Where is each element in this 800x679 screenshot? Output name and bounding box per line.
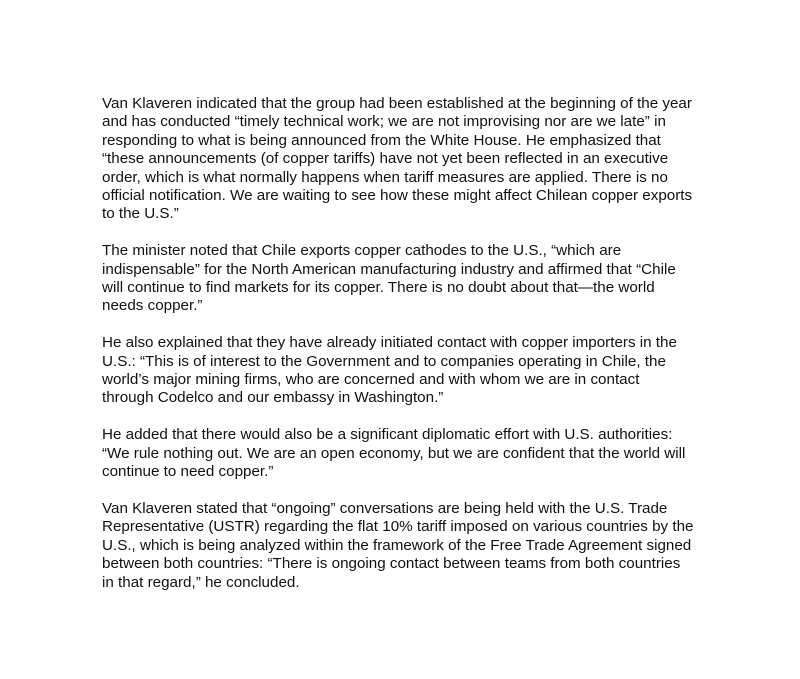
text-line: The minister noted that Chile exports copper cathodes to the U.S., “which are — [102, 242, 622, 260]
text-line: through Codelco and our embassy in Washington.” — [102, 389, 444, 407]
text-line: U.S., which is being analyzed within the framework of the Free Trade Agreement signed — [102, 536, 692, 554]
text-line: Representative (USTR) regarding the flat 10% tariff imposed on various countries by the — [102, 518, 694, 536]
text-line: Van Klaveren indicated that the group had been established at the beginning of the year — [102, 95, 692, 112]
text-line: and has conducted “timely technical work; we are not improvising nor are we late” in — [102, 113, 666, 131]
text-line: indispensable” for the North American manufacturing industry and affirmed that “Chile — [102, 260, 676, 278]
text-line: responding to what is being announced from the White House. He emphasized that — [102, 131, 661, 149]
paragraph-2 — [102, 242, 722, 316]
paragraph-5 — [102, 500, 722, 592]
text-line: world’s major mining firms, who are concerned and with whom we are in contact — [102, 371, 640, 389]
text-line: needs copper.” — [102, 297, 203, 315]
document-body — [102, 95, 722, 610]
paragraph-1 — [102, 95, 722, 224]
text-line: in that regard,” he concluded. — [102, 573, 300, 591]
text-line: order, which is what normally happens when tariff measures are applied. There is no — [102, 168, 668, 186]
text-line: Van Klaveren stated that “ongoing” conversations are being held with the U.S. Trade — [102, 499, 668, 517]
text-line: to the U.S.” — [102, 205, 179, 223]
paragraph-3 — [102, 334, 722, 408]
paragraph-4 — [102, 426, 722, 481]
text-line: continue to need copper.” — [102, 463, 274, 481]
text-line: “We rule nothing out. We are an open economy, but we are confident that the world will — [102, 444, 686, 462]
text-line: “these announcements (of copper tariffs) have not yet been reflected in an executive — [102, 150, 669, 168]
text-line: will continue to find markets for its copper. There is no doubt about that—the world — [102, 279, 655, 297]
text-line: He added that there would also be a significant diplomatic effort with U.S. authorities: — [102, 426, 673, 444]
text-line: U.S.: “This is of interest to the Government and to companies operating in Chile, the — [102, 352, 666, 370]
text-line: He also explained that they have already initiated contact with copper importers in the — [102, 334, 677, 352]
text-line: between both countries: “There is ongoing contact between teams from both countries — [102, 555, 681, 573]
text-line: official notification. We are waiting to see how these might affect Chilean copper exports — [102, 187, 693, 205]
